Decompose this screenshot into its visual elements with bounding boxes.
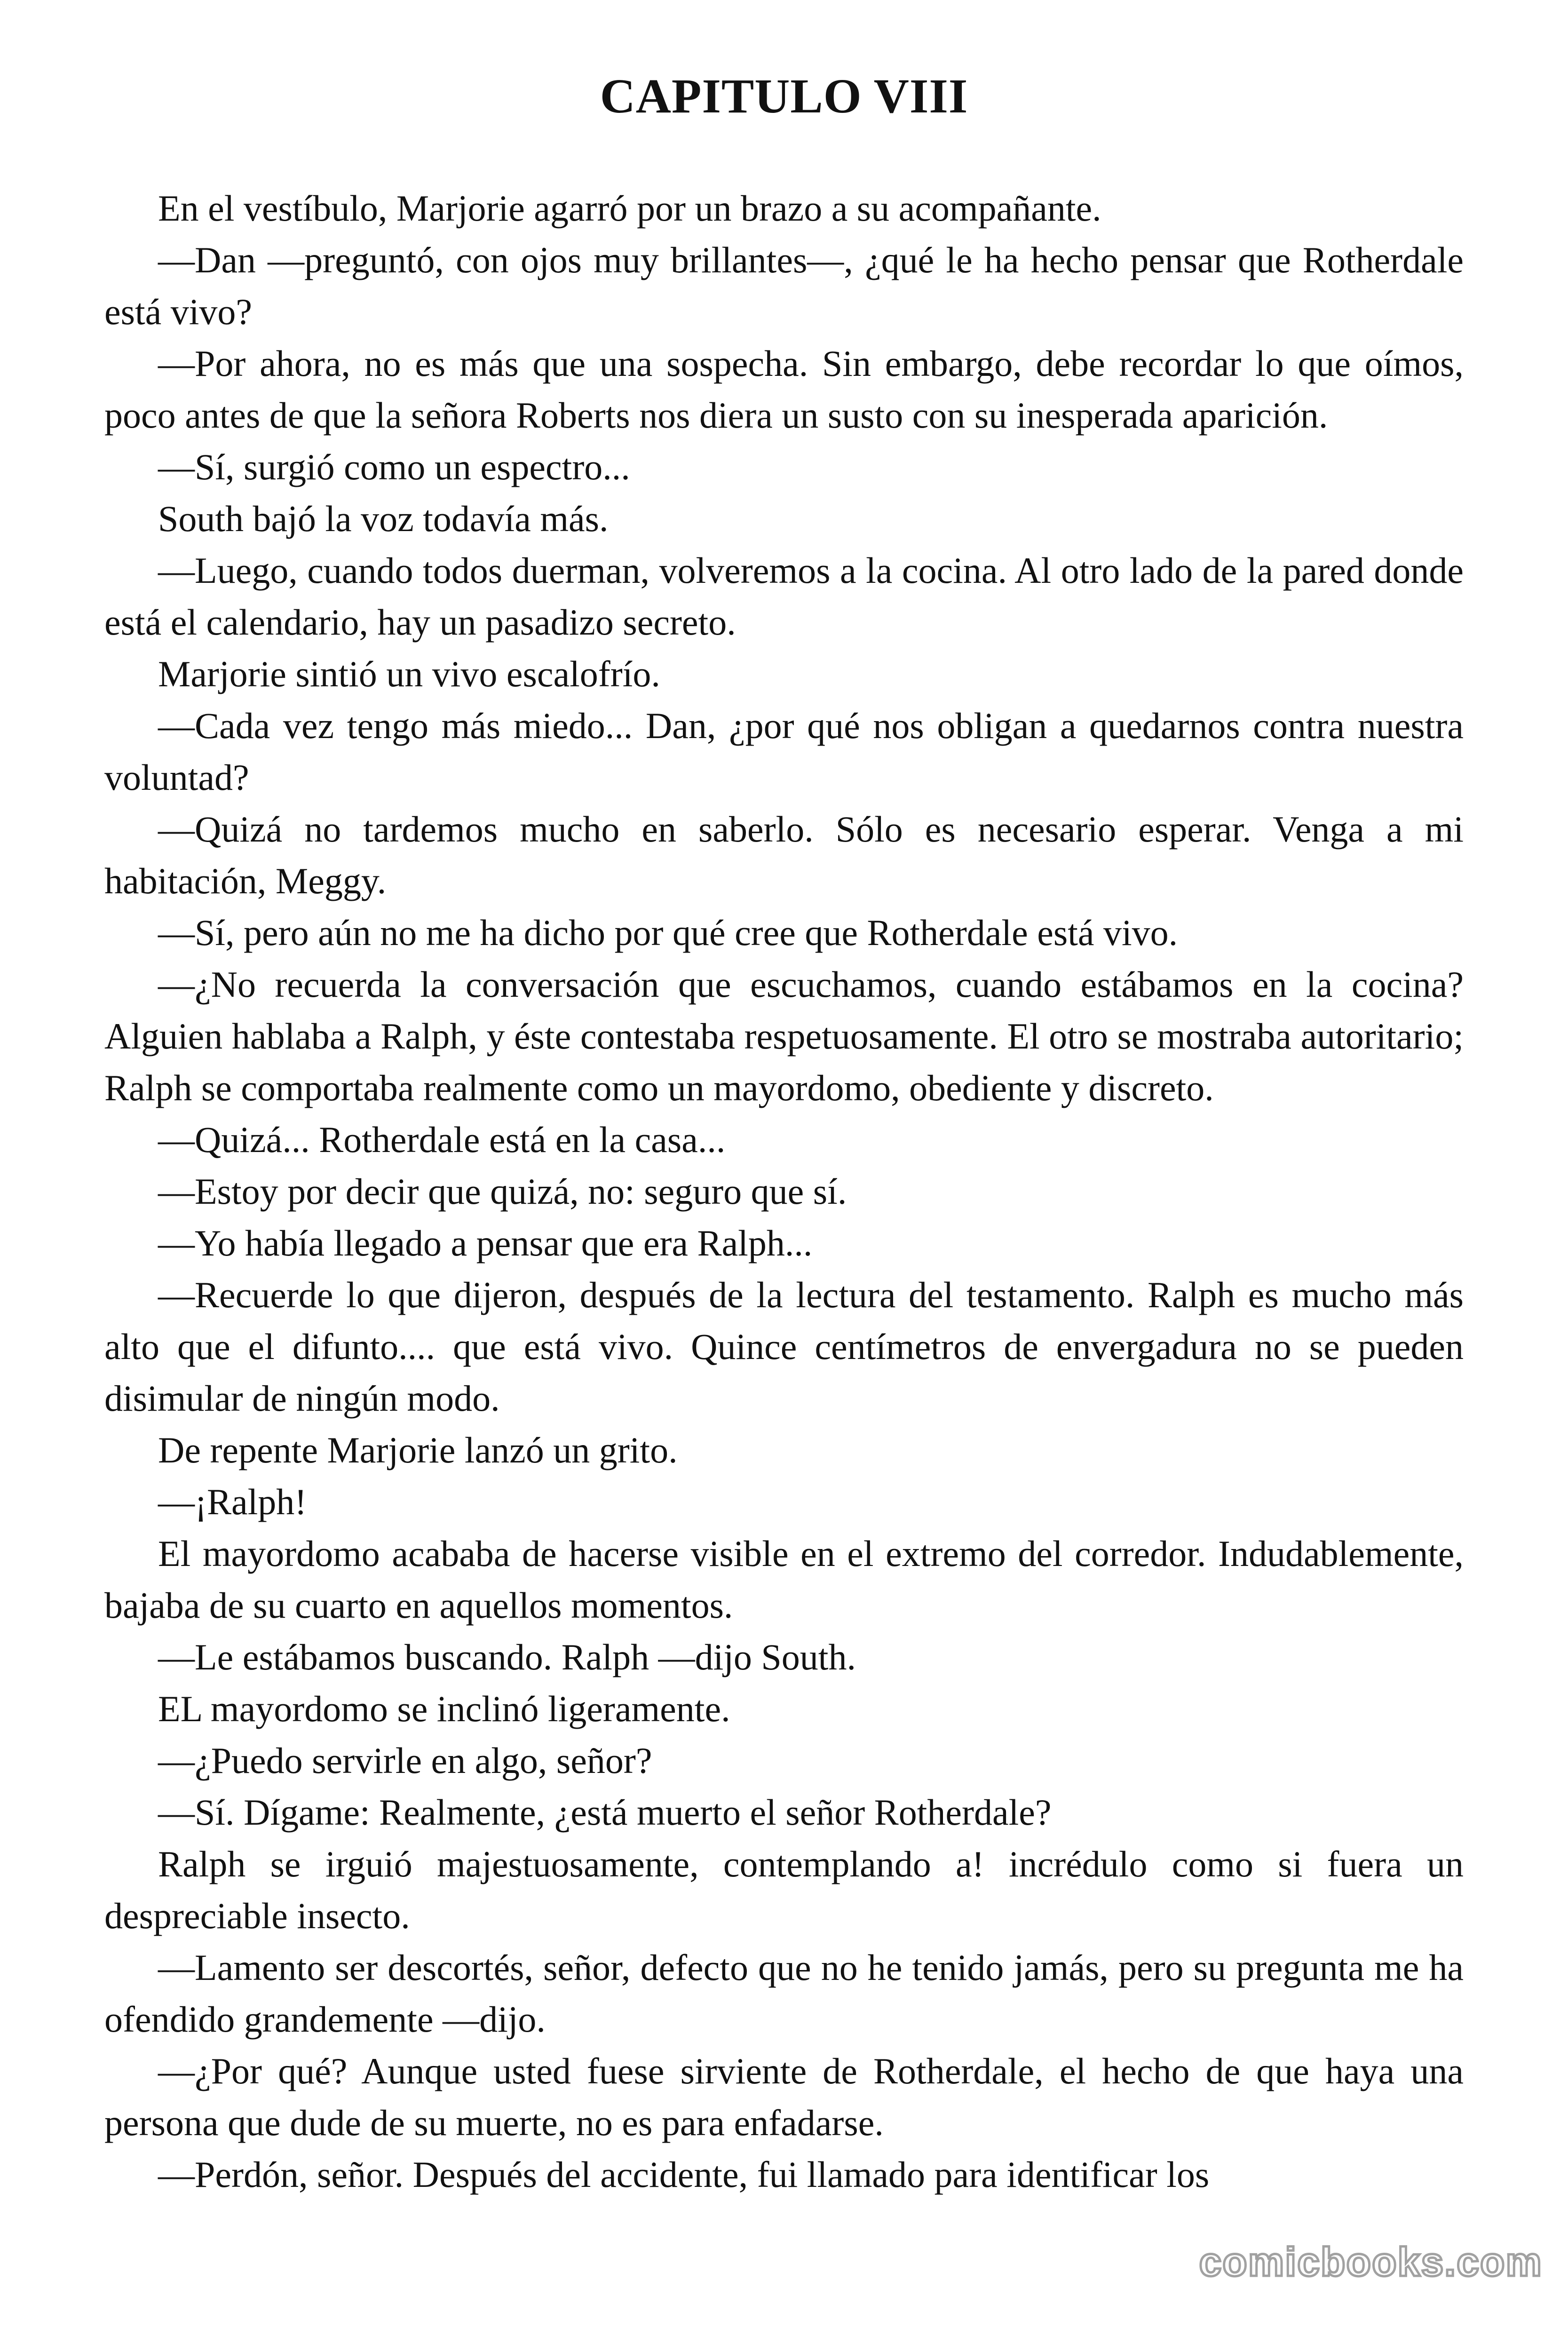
paragraph: —¿Por qué? Aunque usted fuese sirviente de Rotherdale, el hecho de que haya una persona que dude de su muerte, no es para enfadarse.	[104, 2050, 1464, 2143]
paragraph: —Sí, pero aún no me ha dicho por qué cree que Rotherdale está vivo.	[158, 912, 1178, 953]
paragraph: —¿Puedo servirle en algo, señor?	[158, 1740, 652, 1781]
paragraph: —¿No recuerda la conversación que escuchamos, cuando estábamos en la cocina? Alguien hablaba a Ralph, y éste contestaba respetuosamente. El otro se mostraba autoritario; Ralph se comportaba realmente como un mayordomo, obediente y discreto.	[104, 964, 1464, 1108]
paragraph: —Le estábamos buscando. Ralph —dijo South.	[158, 1637, 856, 1677]
paragraph: Marjorie sintió un vivo escalofrío.	[158, 653, 660, 694]
paragraph: —Luego, cuando todos duerman, volveremos a la cocina. Al otro lado de la pared donde está el calendario, hay un pasadizo secreto.	[104, 550, 1464, 643]
paragraph: —Dan —preguntó, con ojos muy brillantes—, ¿qué le ha hecho pensar que Rotherdale está vivo?	[104, 239, 1464, 332]
paragraph: —Recuerde lo que dijeron, después de la lectura del testamento. Ralph es mucho más alto que el difunto.... que está vivo. Quince centímetros de envergadura no se pueden disimular de ningún modo.	[104, 1274, 1464, 1419]
paragraph: EL mayordomo se inclinó ligeramente.	[158, 1688, 730, 1729]
paragraph: —Quizá... Rotherdale está en la casa...	[158, 1119, 726, 1160]
paragraph: —Perdón, señor. Después del accidente, fui llamado para identificar los	[158, 2154, 1210, 2195]
paragraph: —Lamento ser descortés, señor, defecto que no he tenido jamás, pero su pregunta me ha ofendido grandemente —dijo.	[104, 1947, 1464, 2040]
chapter-title: CAPITULO VIII	[600, 69, 968, 123]
paragraph: En el vestíbulo, Marjorie agarró por un brazo a su acompañante.	[158, 188, 1101, 229]
watermark: comicbooks.com	[1199, 2240, 1543, 2285]
paragraph: —Sí, surgió como un espectro...	[158, 446, 630, 487]
paragraph: —Sí. Dígame: Realmente, ¿está muerto el señor Rotherdale?	[158, 1792, 1052, 1833]
paragraph: —Quizá no tardemos mucho en saberlo. Sólo es necesario esperar. Venga a mi habitación, Meggy.	[104, 809, 1464, 901]
paragraph: —Por ahora, no es más que una sospecha. Sin embargo, debe recordar lo que oímos, poco antes de que la señora Roberts nos diera un susto con su inesperada aparición.	[104, 343, 1464, 436]
paragraph: —¡Ralph!	[158, 1481, 307, 1522]
paragraph: De repente Marjorie lanzó un grito.	[158, 1430, 678, 1470]
chapter-body	[104, 183, 1464, 2201]
paragraph: —Yo había llegado a pensar que era Ralph...	[158, 1223, 813, 1263]
paragraph: South bajó la voz todavía más.	[158, 498, 609, 539]
paragraph: Ralph se irguió majestuosamente, contemplando a! incrédulo como si fuera un despreciable insecto.	[104, 1843, 1464, 1936]
paragraph: —Estoy por decir que quizá, no: seguro que sí.	[158, 1171, 847, 1212]
paragraph: —Cada vez tengo más miedo... Dan, ¿por qué nos obligan a quedarnos contra nuestra voluntad?	[104, 705, 1464, 798]
paragraph: El mayordomo acababa de hacerse visible en el extremo del corredor. Indudablemente, bajaba de su cuarto en aquellos momentos.	[104, 1533, 1464, 1626]
